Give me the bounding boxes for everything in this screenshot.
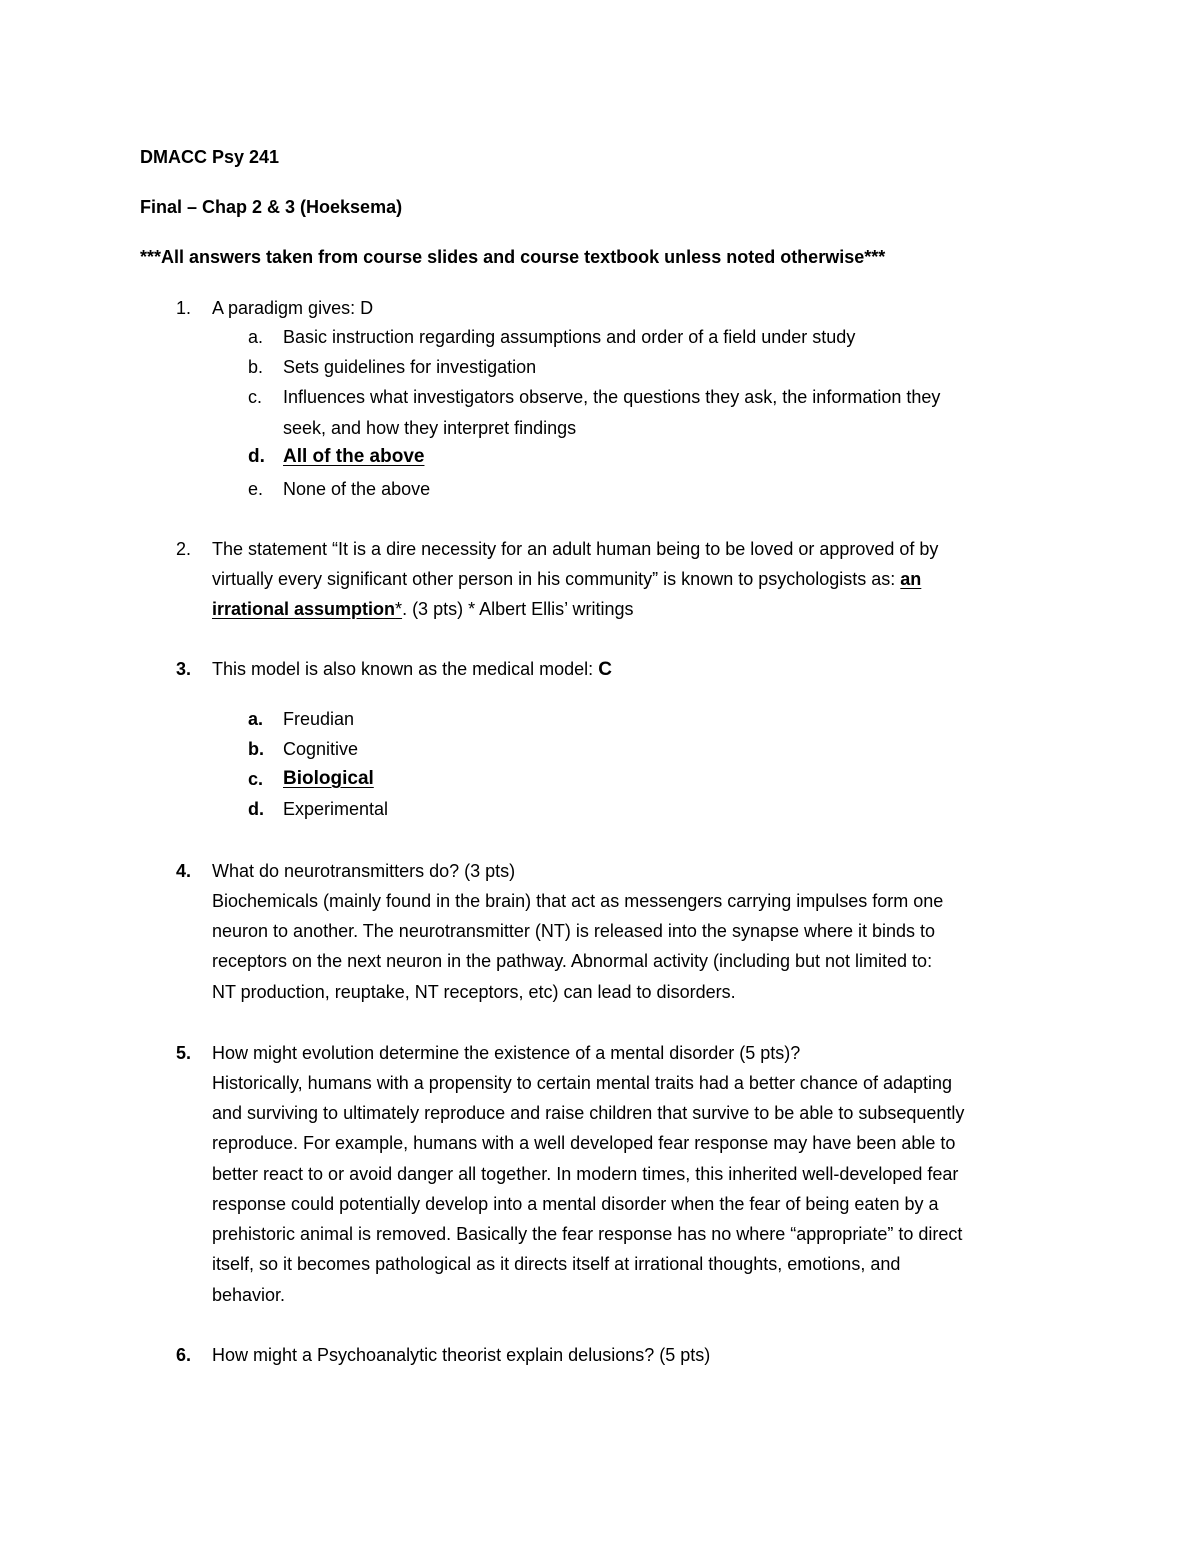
option-text: None of the above <box>283 479 431 499</box>
option-text: Cognitive <box>283 739 359 759</box>
answer-key: C <box>598 659 612 680</box>
question-number: 1. <box>176 298 192 318</box>
answer-line: neuron to another. The neurotransmitter (NT) is released into the synapse where it binds to <box>212 921 936 941</box>
option-letter: e. <box>248 479 264 499</box>
answer-line: reproduce. For example, humans with a well developed fear response may have been able to <box>212 1133 956 1153</box>
answer-line: Biochemicals (mainly found in the brain) that act as messengers carrying impulses form one <box>212 891 944 911</box>
question-text-line <box>212 658 612 681</box>
points-note: . (3 pts) * Albert Ellis’ writings <box>402 599 634 619</box>
exam-title: Final – Chap 2 & 3 (Hoeksema) <box>140 197 403 217</box>
question-text: The statement “It is a dire necessity for an adult human being to be loved or approved of by <box>212 539 939 559</box>
option-text: Sets guidelines for investigation <box>283 357 537 377</box>
answer-line: and surviving to ultimately reproduce and raise children that survive to be able to subsequently <box>212 1103 965 1123</box>
question-number: 5. <box>176 1043 192 1063</box>
answer-line: response could potentially develop into a mental disorder when the fear of being eaten by a <box>212 1194 939 1214</box>
option-text: Experimental <box>283 799 389 819</box>
answer-text: irrational assumption <box>212 599 396 619</box>
option-text: Basic instruction regarding assumptions and order of a field under study <box>283 327 856 347</box>
correct-answer: Biological <box>283 768 374 789</box>
answer-line: behavior. <box>212 1285 286 1305</box>
answer-line: prehistoric animal is removed. Basically the fear response has no where “appropriate” to direct <box>212 1224 963 1244</box>
answer-line: better react to or avoid danger all together. In modern times, this inherited well-developed fear <box>212 1164 959 1184</box>
answer-star: * <box>395 599 403 619</box>
option-letter: c. <box>248 387 263 407</box>
question-text: What do neurotransmitters do? (3 pts) <box>212 861 516 881</box>
question-number: 2. <box>176 539 192 559</box>
option-letter: b. <box>248 739 264 759</box>
source-note: ***All answers taken from course slides and course textbook unless noted otherwise*** <box>140 247 886 267</box>
answer-line: Historically, humans with a propensity to certain mental traits had a better chance of adapting <box>212 1073 953 1093</box>
question-text: How might evolution determine the existence of a mental disorder (5 pts)? <box>212 1043 801 1063</box>
question-text-line <box>212 598 633 620</box>
question-text-line <box>212 568 921 590</box>
course-title: DMACC Psy 241 <box>140 147 280 167</box>
answer-line: itself, so it becomes pathological as it directs itself at irrational thoughts, emotions, and <box>212 1254 901 1274</box>
question-text: This model is also known as the medical model: <box>212 659 599 679</box>
option-letter: d. <box>248 799 264 819</box>
question-number: 3. <box>176 659 192 679</box>
answer-line: receptors on the next neuron in the pathway. Abnormal activity (including but not limited to: <box>212 951 933 971</box>
answer-line: NT production, reuptake, NT receptors, etc) can lead to disorders. <box>212 982 736 1002</box>
question-text: virtually every significant other person in his community” is known to psychologists as: <box>212 569 901 589</box>
option-letter: d. <box>248 446 265 467</box>
option-letter: b. <box>248 357 264 377</box>
correct-answer: All of the above <box>283 446 425 467</box>
option-letter: a. <box>248 327 264 347</box>
question-number: 6. <box>176 1345 192 1365</box>
answer-text: an <box>900 569 922 589</box>
question-text: How might a Psychoanalytic theorist explain delusions? (5 pts) <box>212 1345 711 1365</box>
option-letter: a. <box>248 709 264 729</box>
option-text: Influences what investigators observe, the questions they ask, the information they <box>283 387 941 407</box>
option-text: Freudian <box>283 709 355 729</box>
option-letter: c. <box>248 769 264 789</box>
option-text: seek, and how they interpret findings <box>283 418 577 438</box>
question-text: A paradigm gives: D <box>212 298 374 318</box>
question-number: 4. <box>176 861 192 881</box>
